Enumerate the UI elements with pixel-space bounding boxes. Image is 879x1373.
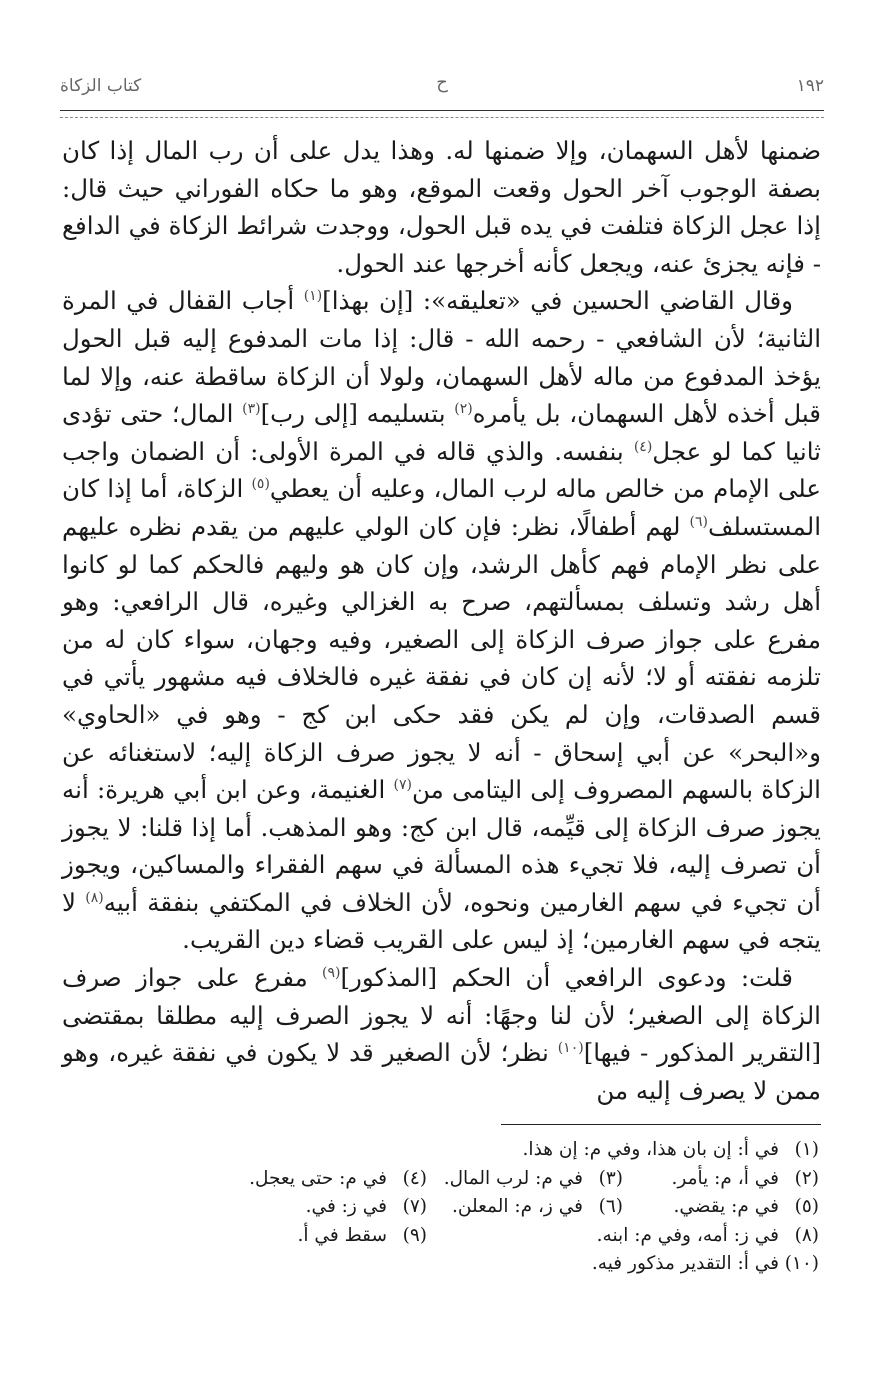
footnote-ref-1[interactable]: (١) [303, 288, 323, 305]
page-number: ١٩٢ [796, 76, 824, 96]
main-text [62, 132, 821, 1109]
footnote-text: في م: يقضي. [673, 1196, 779, 1217]
header-rule-secondary [60, 117, 824, 118]
footnote-row [62, 1165, 819, 1194]
footnote-ref-3[interactable]: (٣) [242, 401, 261, 417]
text-run: وقال القاضي الحسين في «تعليقه»: [إن بهذا] [322, 286, 793, 316]
footnote-row [62, 1136, 819, 1165]
footnote-row [62, 1193, 819, 1222]
footnote-text: في ز، م: المعلن. [452, 1196, 583, 1217]
footnote-number: (٧) [402, 1196, 427, 1217]
footnote-7 [231, 1193, 427, 1222]
footnote-row [62, 1222, 819, 1251]
header-rule [60, 110, 824, 111]
footnote-number: (٦) [598, 1196, 623, 1217]
paragraph-2 [62, 282, 821, 959]
footnote-ref-4[interactable]: (٤) [633, 438, 653, 455]
footnote-ref-6[interactable]: (٦) [689, 513, 708, 530]
footnote-row [62, 1250, 819, 1279]
footnote-9 [231, 1222, 427, 1251]
footnote-text: في م: حتى يعجل. [249, 1167, 387, 1189]
footnote-3 [427, 1165, 623, 1194]
footnote-rule [501, 1124, 821, 1125]
footnote-text: في م: لرب المال. [443, 1167, 583, 1189]
text-run: أجاب القفال في المرة الثانية؛ لأن الشافعي - رحمه الله - قال: إذا مات المدفوع إليه قبل الحول يؤخذ المدفوع من ماله لأهل السهمان، ولولا أن الزكاة ساقطة عنه، وإلا لما قبل أخذه لأهل السهمان، بل يأمره [62, 286, 821, 429]
footnote-ref-2[interactable]: (٢) [454, 401, 473, 417]
footnote-number: (١٠) [784, 1253, 819, 1274]
footnote-8 [427, 1222, 819, 1251]
text-run: بتسليمه [إلى رب] [260, 399, 455, 429]
text-run: بنفسه. والذي قاله في المرة الأولى: أن الضمان واجب على الإمام من خالص ماله لرب المال، وعليه أن يعطي [62, 436, 821, 504]
text-run: نظر؛ لأن الصغير قد لا يكون في نفقة غيره، وهو ممن لا يصرف إليه من [62, 1038, 821, 1105]
footnote-text: في ز: في. [305, 1196, 387, 1217]
footnote-number: (٤) [402, 1167, 427, 1189]
footnote-ref-9[interactable]: (٩) [322, 964, 341, 981]
footnote-number: (٩) [402, 1224, 427, 1246]
footnote-number: (١) [794, 1139, 819, 1160]
footnote-number: (٢) [794, 1167, 819, 1189]
footnote-ref-10[interactable]: (١٠) [557, 1040, 584, 1057]
footnote-number: (٣) [598, 1167, 623, 1189]
footnote-6 [427, 1193, 623, 1222]
footnote-number: (٨) [794, 1224, 819, 1246]
footnote-ref-7[interactable]: (٧) [393, 776, 412, 793]
text-run: مفرع على جواز صرف الزكاة إلى الصغير؛ لأن لنا وجهًا: أنه لا يجوز الصرف إليه مطلقا بمقتضى [التقرير المذكور - فيها] [62, 963, 821, 1068]
page-header [60, 70, 824, 114]
text-run: المال؛ حتى تؤدى ثانيا كما لو عجل [62, 399, 821, 466]
footnote-10 [592, 1250, 819, 1279]
text-run: لهم أطفالًا، نظر: فإن كان الولي عليهم من يقدم نظره عليهم على نظر الإمام فهم كأهل الرشد، وإن كان هو وليهم فالحكم كما لو كانوا أهل رشد وتسلف بمسألتهم، صرح به الغزالي وغيره، قال الرافعي: وهو مفرع على جواز صرف الزكاة إلى الصغير، وفيه وجهان، سواء كان له من تلزمه نفقته أو لا؛ لأنه إن كان في نفقة غيره فالخلاف فيه مشهور يأتي في قسم الصدقات، وإن لم يكن فقد حكى ابن كج - وهو في «الحاوي» و«البحر» عن أبي إسحاق - أنه لا يجوز صرف الزكاة إليه؛ لاستغنائه عن الزكاة بالسهم المصروف إلى اليتامى من [62, 511, 821, 805]
footnotes [62, 1136, 819, 1279]
footnote-text: في أ، م: يأمر. [671, 1167, 779, 1189]
text-run: ضمنها لأهل السهمان، وإلا ضمنها له. وهذا يدل على أن رب المال إذا كان بصفة الوجوب آخر الحول وقعت الموقع، وهو ما حكاه الفوراني حيث قال: إذا عجل الزكاة فتلفت في يده قبل الحول، ووجدت شرائط الزكاة في الدافع - فإنه يجزئ عنه، ويجعل كأنه أخرجها عند الحول. [62, 136, 821, 278]
footnote-1 [523, 1136, 819, 1165]
running-head: كتاب الزكاة [60, 76, 142, 96]
footnote-4 [231, 1165, 427, 1194]
footnote-text: في ز: أمه، وفي م: ابنه. [596, 1224, 779, 1246]
text-run: الغنيمة، وعن ابن أبي هريرة: أنه يجوز صرف الزكاة إلى قيِّمه، قال ابن كج: وهو المذهب. أما إذا قلنا: لا يجوز أن تصرف إليه، فلا تجيء هذه المسألة في سهم الفقراء والمساكين، ويجوز أن تجيء في سهم الغارمين ونحوه، لأن الخلاف في المكتفي بنفقة أبيه [62, 775, 821, 917]
footnote-text: في أ: التقدير مذكور فيه. [591, 1253, 779, 1274]
text-run: لا يتجه في سهم الغارمين؛ إذ ليس على القريب قضاء دين القريب. [62, 887, 821, 955]
header-mark: ح [436, 72, 448, 93]
footnote-2 [623, 1165, 819, 1194]
footnote-ref-5[interactable]: (٥) [251, 476, 270, 493]
footnote-text: في أ: إن بان هذا، وفي م: إن هذا. [522, 1139, 779, 1160]
text-run: الزكاة، أما إذا كان المستسلف [62, 474, 821, 541]
footnote-5 [623, 1193, 819, 1222]
footnote-number: (٥) [794, 1196, 819, 1217]
text-run: قلت: ودعوى الرافعي أن الحكم [المذكور] [340, 963, 793, 993]
footnote-ref-8[interactable]: (٨) [85, 889, 104, 906]
paragraph-1 [62, 132, 821, 282]
footnote-text: سقط في أ. [297, 1224, 387, 1246]
paragraph-3 [62, 959, 821, 1109]
